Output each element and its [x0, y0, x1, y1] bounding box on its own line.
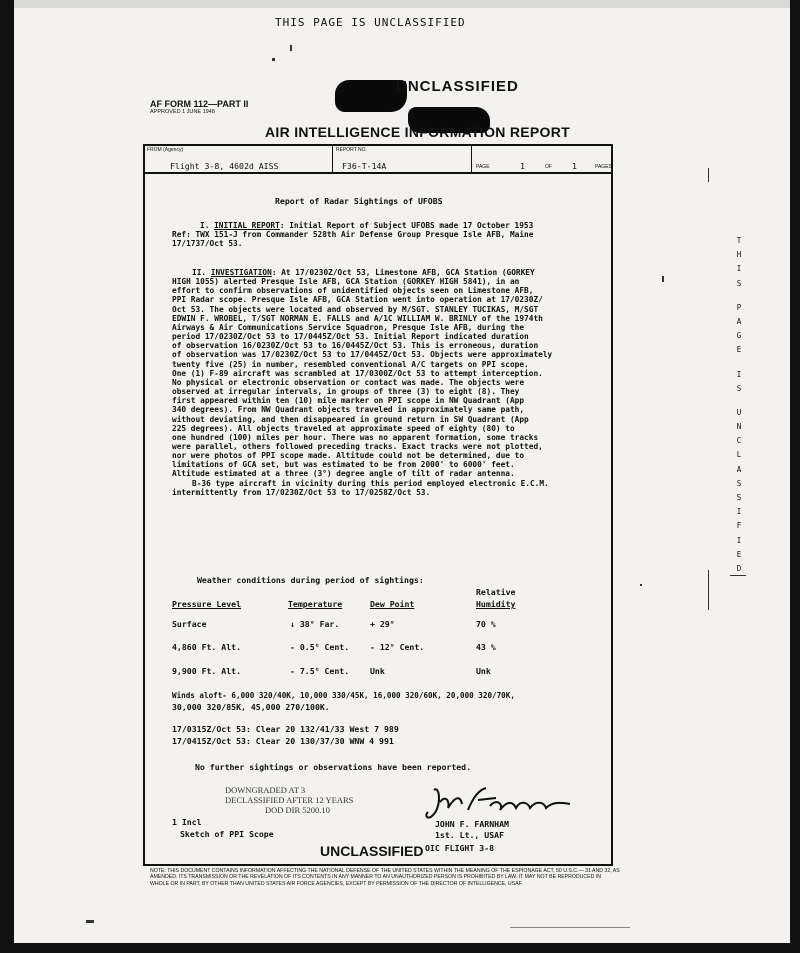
side-letter: S [736, 278, 742, 288]
weather-cell: 9,900 Ft. Alt. [172, 666, 242, 676]
scan-speck [730, 575, 746, 576]
side-letter: S [736, 383, 742, 393]
section-line: Airways & Air Communications Service Squadron, Presque Isle AFB, during the [172, 322, 525, 332]
section-line: EDWIN F. WROBEL, T/SGT NORMAN E. FALLS and A/1C WILLIAM W. BRINLY of the 1974th [172, 313, 543, 323]
signer-rank: 1st. Lt., USAF [435, 830, 505, 840]
weather-cell: Unk [476, 666, 491, 676]
weather-cell: - 7.5° Cent. [290, 666, 350, 676]
section-line: twenty five (25) in number, resembled conventional A/C targets on PPI scope. [172, 359, 529, 369]
weather-cell: 70 % [476, 619, 496, 629]
scan-speck [640, 584, 642, 586]
side-letter: D [736, 563, 742, 573]
weather-col-dewpoint: Dew Point [370, 599, 415, 609]
weather-intro: Weather conditions during period of sightings: [197, 575, 424, 585]
section-line: 340 degrees). From NW Quadrant objects traveled in approximately same path, [172, 405, 525, 415]
section-line: One (1) F-89 aircraft was scrambled at 17/0300Z/Oct 53 to attempt interception. [172, 368, 543, 378]
section-line: one hundred (100) miles per hour. There was no apparent formation, some tracks [172, 432, 539, 442]
weather-cell: 43 % [476, 642, 496, 652]
header-divider [332, 144, 333, 174]
signer-title: OIC FLIGHT 3-8 [425, 843, 495, 853]
section-line: : Initial Report of Subject UFOBS made 17 October 1953 [279, 221, 534, 230]
section-title: INVESTIGATION [210, 268, 272, 277]
declassification-stamp [225, 785, 353, 815]
section-line: intermittently from 17/0230Z/Oct 53 to 17/0258Z/Oct 53. [172, 487, 431, 497]
side-letter: E [736, 549, 742, 559]
section-line: PPI Radar scope. Presque Isle AFB, GCA Station went into operation at 17/0230Z/ [172, 295, 543, 305]
side-letter: S [736, 493, 742, 502]
side-marking [733, 236, 745, 578]
scan-speck [272, 58, 275, 61]
form-id: AF FORM 112—PART II [150, 99, 249, 109]
bottom-classification-stamp: UNCLASSIFIED [320, 843, 424, 859]
page-label: PAGE [476, 164, 490, 170]
section-line: Ref: TWX 151-J from Commander 528th Air Defense Group Presque Isle AFB, Maine [172, 230, 534, 240]
side-letter: I [736, 264, 742, 274]
section-initial-report [172, 221, 612, 248]
section-line: 225 degrees). All objects traveled at approximate speed of eighty (80) to [172, 423, 515, 433]
weather-cell: + 29° [370, 619, 395, 629]
pages-label: PAGES [595, 164, 612, 170]
section-line: : At 17/0230Z/Oct 53, Limestone AFB, GCA Station (GORKEY [271, 268, 535, 277]
side-letter: N [736, 422, 742, 432]
side-letter: S [736, 478, 742, 488]
observation-line: 17/0315Z/Oct 53: Clear 20 132/41/33 West 7 989 [172, 724, 399, 734]
observation-line: 17/0415Z/Oct 53: Clear 20 130/37/30 WNW 4 991 [172, 736, 394, 746]
scan-edge-right [790, 0, 800, 953]
weather-cell: - 12° Cent. [370, 642, 425, 652]
enclosure-title: Sketch of PPI Scope [180, 829, 274, 839]
side-letter: U [736, 407, 742, 417]
section-number: I. [200, 221, 210, 230]
section-line: HIGH 1055) alerted Presque Isle AFB, GCA Station (GORKEY HIGH 5841), in an [172, 277, 520, 287]
section-line: first appeared within ten (10) mile marker on PPI scope in NW Quadrant (App [172, 396, 525, 406]
section-line: limitations of GCA set, but was estimated to be from 2000' to 6000' feet. [172, 460, 515, 470]
scan-speck [510, 927, 630, 928]
declass-line: DOD DIR 5200.10 [265, 805, 330, 815]
side-letter: A [736, 316, 742, 326]
report-heading: Report of Radar Sightings of UFOBS [275, 196, 443, 206]
classification-stamp: UNCLASSIFIED [396, 78, 519, 95]
from-value: Flight 3-8, 4602d AISS [170, 161, 279, 171]
weather-cell: Surface [172, 619, 207, 629]
weather-cell: ↓ 38° Far. [290, 619, 340, 629]
report-number-label: REPORT NO. [336, 147, 367, 153]
scan-speck [708, 168, 709, 182]
section-number: II. [192, 268, 207, 277]
from-label: FROM (Agency) [147, 147, 184, 153]
side-letter: I [736, 507, 742, 517]
weather-cell: 4,860 Ft. Alt. [172, 642, 242, 652]
side-letter: L [736, 450, 742, 460]
scan-speck [662, 276, 664, 282]
scan-speck [290, 45, 292, 51]
section-line: 17/1737/Oct 53. [172, 239, 243, 249]
footer-note: NOTE: THIS DOCUMENT CONTAINS INFORMATION AFFECTING THE NATIONAL DEFENSE OF THE UNITED STATES WITHIN THE MEANING OF THE ESPIONAGE ACT, 50 U.S.C.— 31 AND 32, AS AMENDED. ITS TRANSMISSION OR THE REVELATION OF ITS CONTENTS IN ANY MANNER TO AN UNAUTHORIZED PERSON IS PROHIBITED BY LAW. IT MAY NOT BE REPRODUCED IN WHOLE OR IN PART, BY OTHER THAN UNITED STATES AIR FORCE AGENCIES, EXCEPT BY PERMISSION OF THE DIRECTOR OF INTELLIGENCE, USAF. [150, 868, 620, 887]
section-line: No physical or electronic observation or contact was made. The objects were [172, 377, 525, 387]
section-line: of observation was 17/0230Z/Oct 53 to 17/0445Z/Oct 53. Objects were approximately [172, 350, 553, 360]
side-letter: G [736, 331, 742, 341]
signer-name: JOHN F. FARNHAM [435, 819, 509, 829]
enclosure-count: 1 Incl [172, 817, 202, 827]
weather-relative-label: Relative [476, 587, 516, 597]
scan-speck [86, 920, 94, 923]
section-line: Oct 53. The objects were located and observed by M/SGT. STANLEY TUCIKAS, M/SGT [172, 304, 539, 314]
winds-aloft-line: 30,000 320/85K, 45,000 270/100K. [172, 702, 330, 712]
section-line: period 17/0230Z/Oct 53 to 17/0445Z/Oct 53. Initial Report indicated duration [172, 332, 529, 342]
section-line: nor were photos of PPI scope made. Altitude could not be determined, due to [172, 451, 525, 461]
header-divider [471, 144, 472, 174]
scan-edge-left [0, 0, 14, 953]
of-value: 1 [572, 161, 577, 171]
section-title: INITIAL REPORT [214, 221, 280, 230]
section-line: without deviating, and then disappeared in ground return in SW Quadrant (App [172, 414, 529, 424]
report-number-value: F36-T-14A [342, 161, 387, 171]
section-line: effort to confirm observations of unidentified objects seen on Limestone AFB, [172, 286, 534, 296]
declass-line: DECLASSIFIED AFTER 12 YEARS [225, 795, 354, 805]
side-letter: F [736, 521, 742, 531]
side-letter: I [736, 369, 742, 379]
weather-cell: Unk [370, 666, 385, 676]
weather-col-temperature: Temperature [288, 599, 343, 609]
scan-edge-bottom [0, 943, 800, 953]
section-line: Altitude estimated at a three (3°) degree angle of tilt of radar antenna. [172, 469, 515, 479]
section-line: B-36 type aircraft in vicinity during this period employed electronic E.C.M. [192, 478, 549, 488]
form-approved-date: APPROVED 1 JUNE 1948 [150, 109, 215, 115]
side-letter: A [736, 464, 742, 474]
winds-aloft-line: Winds aloft- 6,000 320/40K, 10,000 330/45K, 16,000 320/60K, 20,000 320/70K, [172, 691, 515, 700]
top-classification-marking: THIS PAGE IS UNCLASSIFIED [275, 16, 466, 29]
form-frame [143, 144, 613, 866]
declass-line: DOWNGRADED AT 3 [225, 785, 306, 795]
side-letter: I [736, 535, 742, 545]
side-letter: P [736, 302, 742, 312]
of-label: OF [545, 164, 552, 170]
section-line: observed at irregular intervals, in groups of three (3) to eight (8). They [172, 387, 520, 397]
form-title: AIR INTELLIGENCE INFORMATION REPORT [265, 124, 571, 140]
closing-statement: No further sightings or observations have been reported. [195, 762, 472, 772]
section-line: of observation 16/0230Z/Oct 53 to 16/0445Z/Oct 53. This is erroneous, duration [172, 341, 539, 351]
side-letter: T [736, 236, 742, 245]
section-line: were parallel, others followed preceding tracks. Exact tracks were not plotted, [172, 441, 543, 451]
side-letter: C [736, 436, 742, 446]
weather-col-pressure: Pressure Level [172, 599, 242, 609]
weather-cell: - 0.5° Cent. [290, 642, 350, 652]
weather-col-humidity: Humidity [476, 599, 516, 609]
scan-speck [708, 570, 709, 610]
side-letter: E [736, 345, 742, 355]
page-value: 1 [520, 161, 525, 171]
section-investigation [172, 268, 612, 497]
side-letter: H [736, 250, 742, 260]
